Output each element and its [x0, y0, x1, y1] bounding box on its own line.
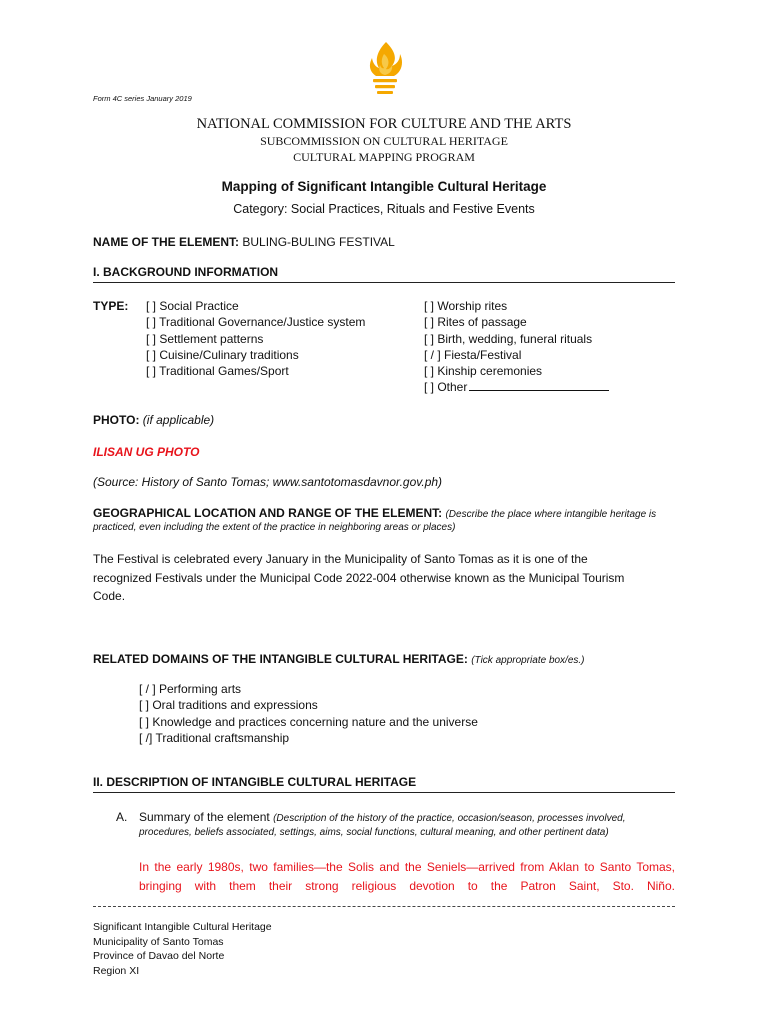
- geo-note-continued: practiced, even including the extent of the practice in neighboring areas or places): [93, 522, 456, 533]
- category-line: Category: Social Practices, Rituals and Festive Events: [233, 202, 535, 216]
- type-option[interactable]: [ ] Kinship ceremonies: [424, 364, 543, 379]
- photo-note: (if applicable): [142, 413, 215, 427]
- summary-label: Summary of the element: [139, 810, 270, 824]
- footer-line: Municipality of Santo Tomas: [93, 935, 224, 948]
- geo-text-line: recognized Festivals under the Municipal Code 2022-004 otherwise known as the Municipal Tourism: [93, 570, 625, 585]
- type-option-fiesta-festival[interactable]: [ / ] Fiesta/Festival: [424, 347, 522, 362]
- footer: [93, 920, 272, 978]
- photo-placeholder: ILISAN UG PHOTO: [93, 445, 200, 459]
- program-name: CULTURAL MAPPING PROGRAM: [293, 150, 475, 164]
- page-title: Mapping of Significant Intangible Cultural Heritage: [221, 179, 547, 194]
- type-option[interactable]: [ ] Settlement patterns: [146, 331, 264, 346]
- domain-option-oral-traditions[interactable]: [ ] Oral traditions and expressions: [139, 698, 318, 713]
- photo-label: PHOTO:: [93, 413, 140, 427]
- domain-option-performing-arts[interactable]: [ / ] Performing arts: [139, 682, 242, 696]
- other-blank-line[interactable]: [469, 379, 609, 391]
- form-number: Form 4C series January 2019: [93, 94, 192, 103]
- type-options-right: [424, 298, 609, 396]
- type-options-left: [146, 298, 365, 379]
- summary-text: In the early 1980s, two families—the Solis and the Seniels—arrived from Aklan to Santo Tomas, bringing with them their strong religious devotion to the Patron Saint, Sto. Niño.: [139, 860, 675, 893]
- domains-label: RELATED DOMAINS OF THE INTANGIBLE CULTURAL HERITAGE:: [93, 652, 468, 666]
- type-option[interactable]: [ ] Birth, wedding, funeral rituals: [424, 331, 593, 346]
- type-option[interactable]: [ ] Traditional Governance/Justice system: [146, 315, 366, 330]
- element-name-row: [93, 234, 395, 250]
- org-name: NATIONAL COMMISSION FOR CULTURE AND THE ARTS: [196, 116, 572, 132]
- photo-row: [93, 412, 214, 428]
- type-option[interactable]: [ ] Worship rites: [424, 299, 508, 313]
- geo-text-line: The Festival is celebrated every January in the Municipality of Santo Tomas as it is one of the: [93, 552, 588, 566]
- domains-list: [139, 681, 478, 746]
- type-other-label: [ ] Other: [424, 380, 468, 395]
- flame-logo-icon: [364, 40, 406, 96]
- summary-note: (Description of the history of the practice, occasion/season, processes involved,: [273, 813, 626, 824]
- domains-note: (Tick appropriate box/es.): [471, 655, 585, 666]
- geo-description: [93, 550, 675, 606]
- type-option[interactable]: [ ] Traditional Games/Sport: [146, 364, 289, 379]
- footer-line: Significant Intangible Cultural Heritage: [93, 921, 272, 933]
- item-letter: A.: [116, 810, 128, 824]
- geo-text-line: Code.: [93, 589, 126, 603]
- element-name-label: NAME OF THE ELEMENT:: [93, 235, 239, 249]
- footer-line: Region XI: [93, 964, 140, 977]
- section-1-rule: [93, 282, 675, 283]
- domain-option-knowledge-practices[interactable]: [ ] Knowledge and practices concerning nature and the universe: [139, 714, 478, 729]
- domain-option-craftsmanship[interactable]: [ /] Traditional craftsmanship: [139, 730, 290, 745]
- domains-heading-row: [93, 651, 585, 669]
- type-option[interactable]: [ ] Cuisine/Culinary traditions: [146, 347, 299, 362]
- element-name-value: BULING-BULING FESTIVAL: [242, 235, 395, 249]
- section-2-heading: II. DESCRIPTION OF INTANGIBLE CULTURAL HERITAGE: [93, 775, 417, 789]
- footer-line: Province of Davao del Norte: [93, 950, 225, 962]
- type-option-other[interactable]: [424, 379, 609, 395]
- geo-label: GEOGRAPHICAL LOCATION AND RANGE OF THE ELEMENT:: [93, 506, 443, 520]
- type-label: TYPE:: [93, 299, 129, 313]
- photo-source: (Source: History of Santo Tomas; www.santotomasdavnor.gov.ph): [93, 475, 443, 489]
- subcommission-name: SUBCOMMISSION ON CULTURAL HERITAGE: [260, 134, 508, 148]
- section-2-rule: [93, 792, 675, 793]
- type-option[interactable]: [ ] Rites of passage: [424, 315, 527, 330]
- type-option[interactable]: [ ] Social Practice: [146, 299, 239, 313]
- geo-note: (Describe the place where intangible heritage is: [445, 509, 657, 520]
- summary-note-continued: procedures, beliefs associated, settings, aims, social functions, cultural meaning, and other pertinent data): [139, 827, 609, 838]
- section-1-heading: I. BACKGROUND INFORMATION: [93, 265, 279, 279]
- footer-divider: [93, 906, 675, 907]
